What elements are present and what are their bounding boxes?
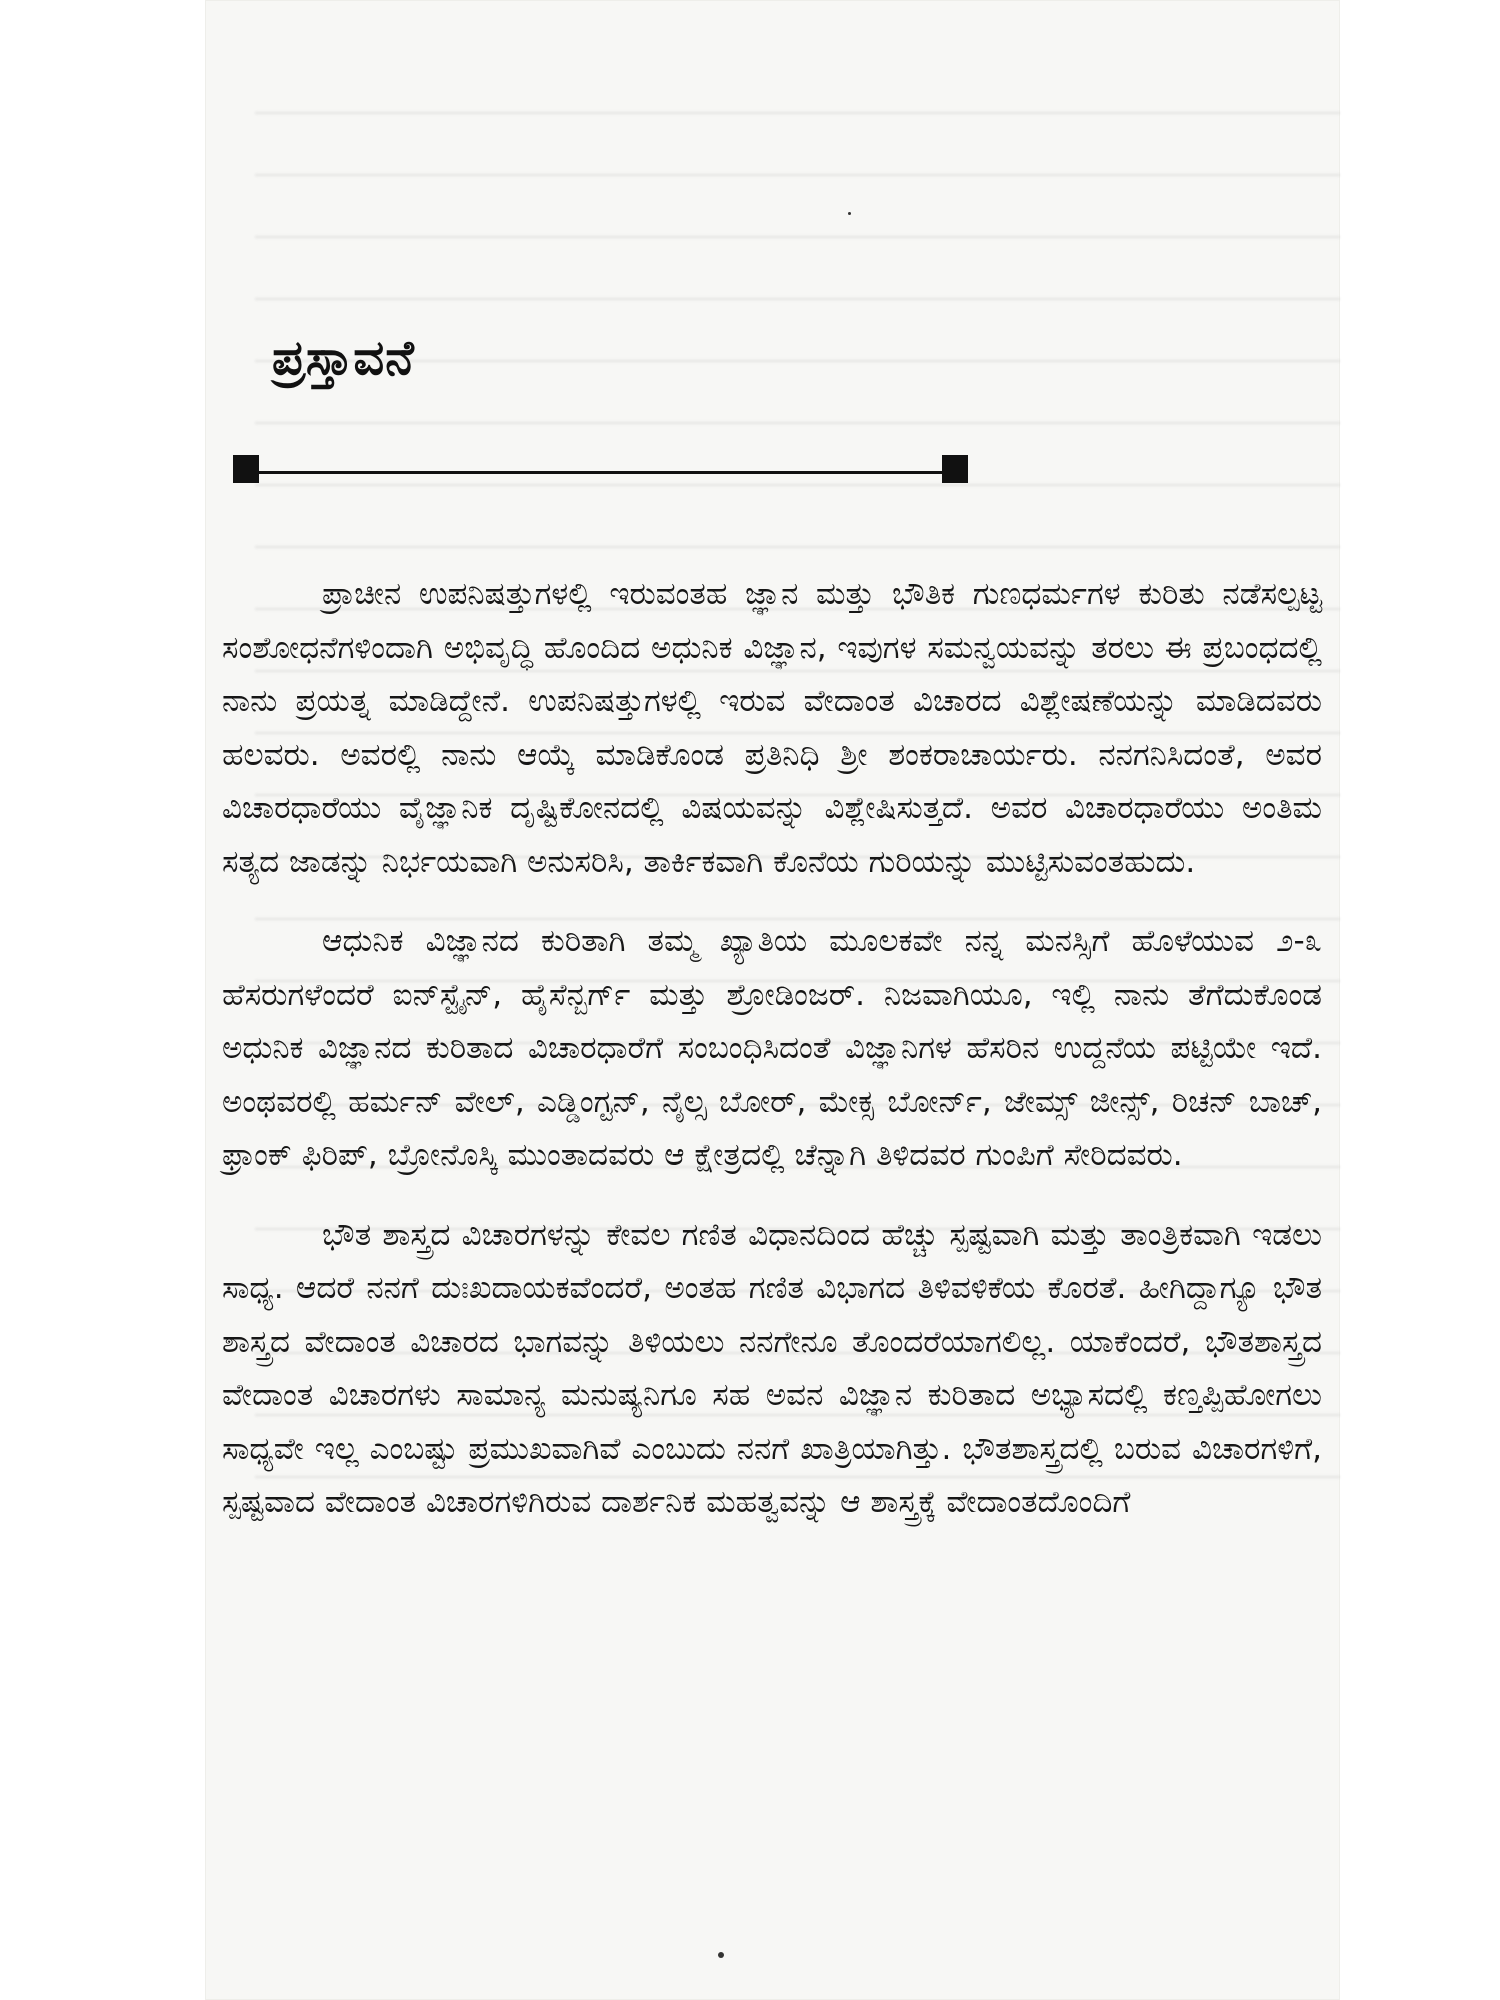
paragraph: ಆಧುನಿಕ ವಿಜ್ಞಾನದ ಕುರಿತಾಗಿ ತಮ್ಮ ಖ್ಯಾತಿಯ ಮೂಲಕವೇ ನನ್ನ ಮನಸ್ಸಿಗೆ ಹೊಳೆಯುವ ೨-೩ ಹೆಸರುಗಳೆಂದರೆ ಐನ್‌ಸ್ಟೈನ್, ಹೈಸೆನ್ಬರ್ಗ್ ಮತ್ತು ಶ್ರೋಡಿಂಜರ್. ನಿಜವಾಗಿಯೂ, ಇಲ್ಲಿ ನಾನು ತೆಗೆದುಕೊಂಡ ಅಧುನಿಕ ವಿಜ್ಞಾನದ ಕುರಿತಾದ ವಿಚಾರಧಾರೆಗೆ ಸಂಬಂಧಿಸಿದಂತೆ ವಿಜ್ಞಾನಿಗಳ ಹೆಸರಿನ ಉದ್ದನೆಯ ಪಟ್ಟಿಯೇ ಇದೆ. ಅಂಥವರಲ್ಲಿ ಹರ್ಮನ್ ವೇಲ್, ಎಡ್ಡಿಂಗ್ಟನ್, ನೈಲ್ಸ ಬೋರ್, ಮೇಕ್ಸ ಬೋರ್ನ್, ಜೇಮ್ಸ್ ಜೀನ್ಸ್, ರಿಚನ್ ಬಾಚ್, ಫ್ರಾಂಕ್ ಫಿರಿಪ್, ಬ್ರೋನೊಸ್ಕಿ ಮುಂತಾದವರು ಆ ಕ್ಷೇತ್ರದಲ್ಲಿ ಚೆನ್ನಾಗಿ ತಿಳಿದವರ ಗುಂಪಿಗೆ ಸೇರಿದವರು. [222,923,1322,1173]
ink-speck [718,1952,724,1958]
rule-line [259,471,942,474]
paragraph: ಭೌತ ಶಾಸ್ತ್ರದ ವಿಚಾರಗಳನ್ನು ಕೇವಲ ಗಣಿತ ವಿಧಾನದಿಂದ ಹೆಚ್ಚು ಸ್ಪಷ್ಟವಾಗಿ ಮತ್ತು ತಾಂತ್ರಿಕವಾಗಿ ಇಡಲು ಸಾಧ್ಯ. ಆದರೆ ನನಗೆ ದುಃಖದಾಯಕವೆಂದರೆ, ಅಂತಹ ಗಣಿತ ವಿಭಾಗದ ತಿಳಿವಳಿಕೆಯ ಕೊರತೆ. ಹೀಗಿದ್ದಾಗ್ಯೂ ಭೌತ ಶಾಸ್ತ್ರದ ವೇದಾಂತ ವಿಚಾರದ ಭಾಗವನ್ನು ತಿಳಿಯಲು ನನಗೇನೂ ತೊಂದರೆಯಾಗಲಿಲ್ಲ. ಯಾಕೆಂದರೆ, ಭೌತಶಾಸ್ತ್ರದ ವೇದಾಂತ ವಿಚಾರಗಳು ಸಾಮಾನ್ಯ ಮನುಷ್ಯನಿಗೂ ಸಹ ಅವನ ವಿಜ್ಞಾನ ಕುರಿತಾದ ಅಭ್ಯಾಸದಲ್ಲಿ ಕಣ್ತಪ್ಪಿಹೋಗಲು ಸಾಧ್ಯವೇ ಇಲ್ಲ ಎಂಬಷ್ಟು ಪ್ರಮುಖವಾಗಿವೆ ಎಂಬುದು ನನಗೆ ಖಾತ್ರಿಯಾಗಿತ್ತು. ಭೌತಶಾಸ್ತ್ರದಲ್ಲಿ ಬರುವ ವಿಚಾರಗಳಿಗೆ, ಸ್ಪಷ್ಟವಾದ ವೇದಾಂತ ವಿಚಾರಗಳಿಗಿರುವ ದಾರ್ಶನಿಕ ಮಹತ್ವವನ್ನು ಆ ಶಾಸ್ತ್ರಕ್ಕೆ ವೇದಾಂತದೊಂದಿಗೆ [222,1216,1322,1520]
body-text [222,568,1322,1556]
heading-rule [233,455,968,483]
paragraph: ಪ್ರಾಚೀನ ಉಪನಿಷತ್ತುಗಳಲ್ಲಿ ಇರುವಂತಹ ಜ್ಞಾನ ಮತ್ತು ಭೌತಿಕ ಗುಣಧರ್ಮಗಳ ಕುರಿತು ನಡೆಸಲ್ಪಟ್ಟ ಸಂಶೋಧನೆಗಳಿಂದಾಗಿ ಅಭಿವೃದ್ಧಿ ಹೊಂದಿದ ಅಧುನಿಕ ವಿಜ್ಞಾನ, ಇವುಗಳ ಸಮನ್ವಯವನ್ನು ತರಲು ಈ ಪ್ರಬಂಧದಲ್ಲಿ ನಾನು ಪ್ರಯತ್ನ ಮಾಡಿದ್ದೇನೆ. ಉಪನಿಷತ್ತುಗಳಲ್ಲಿ ಇರುವ ವೇದಾಂತ ವಿಚಾರದ ವಿಶ್ಲೇಷಣೆಯನ್ನು ಮಾಡಿದವರು ಹಲವರು. ಅವರಲ್ಲಿ ನಾನು ಆಯ್ಕೆ ಮಾಡಿಕೊಂಡ ಪ್ರತಿನಿಧಿ ಶ್ರೀ ಶಂಕರಾಚಾರ್ಯರು. ನನಗನಿಸಿದಂತೆ, ಅವರ ವಿಚಾರಧಾರೆಯು ವೈಜ್ಞಾನಿಕ ದೃಷ್ಟಿಕೋನದಲ್ಲಿ ವಿಷಯವನ್ನು ವಿಶ್ಲೇಷಿಸುತ್ತದೆ. ಅವರ ವಿಚಾರಧಾರೆಯು ಅಂತಿಮ ಸತ್ಯದ ಜಾಡನ್ನು ನಿರ್ಭಯವಾಗಿ ಅನುಸರಿಸಿ, ತಾರ್ಕಿಕವಾಗಿ ಕೊನೆಯ ಗುರಿಯನ್ನು ಮುಟ್ಟಿಸುವಂತಹುದು. [222,576,1322,880]
ink-speck [848,212,851,215]
page-heading: ಪ್ರಸ್ತಾವನೆ [272,330,415,386]
rule-square-right [942,455,968,483]
rule-square-left [233,455,259,483]
